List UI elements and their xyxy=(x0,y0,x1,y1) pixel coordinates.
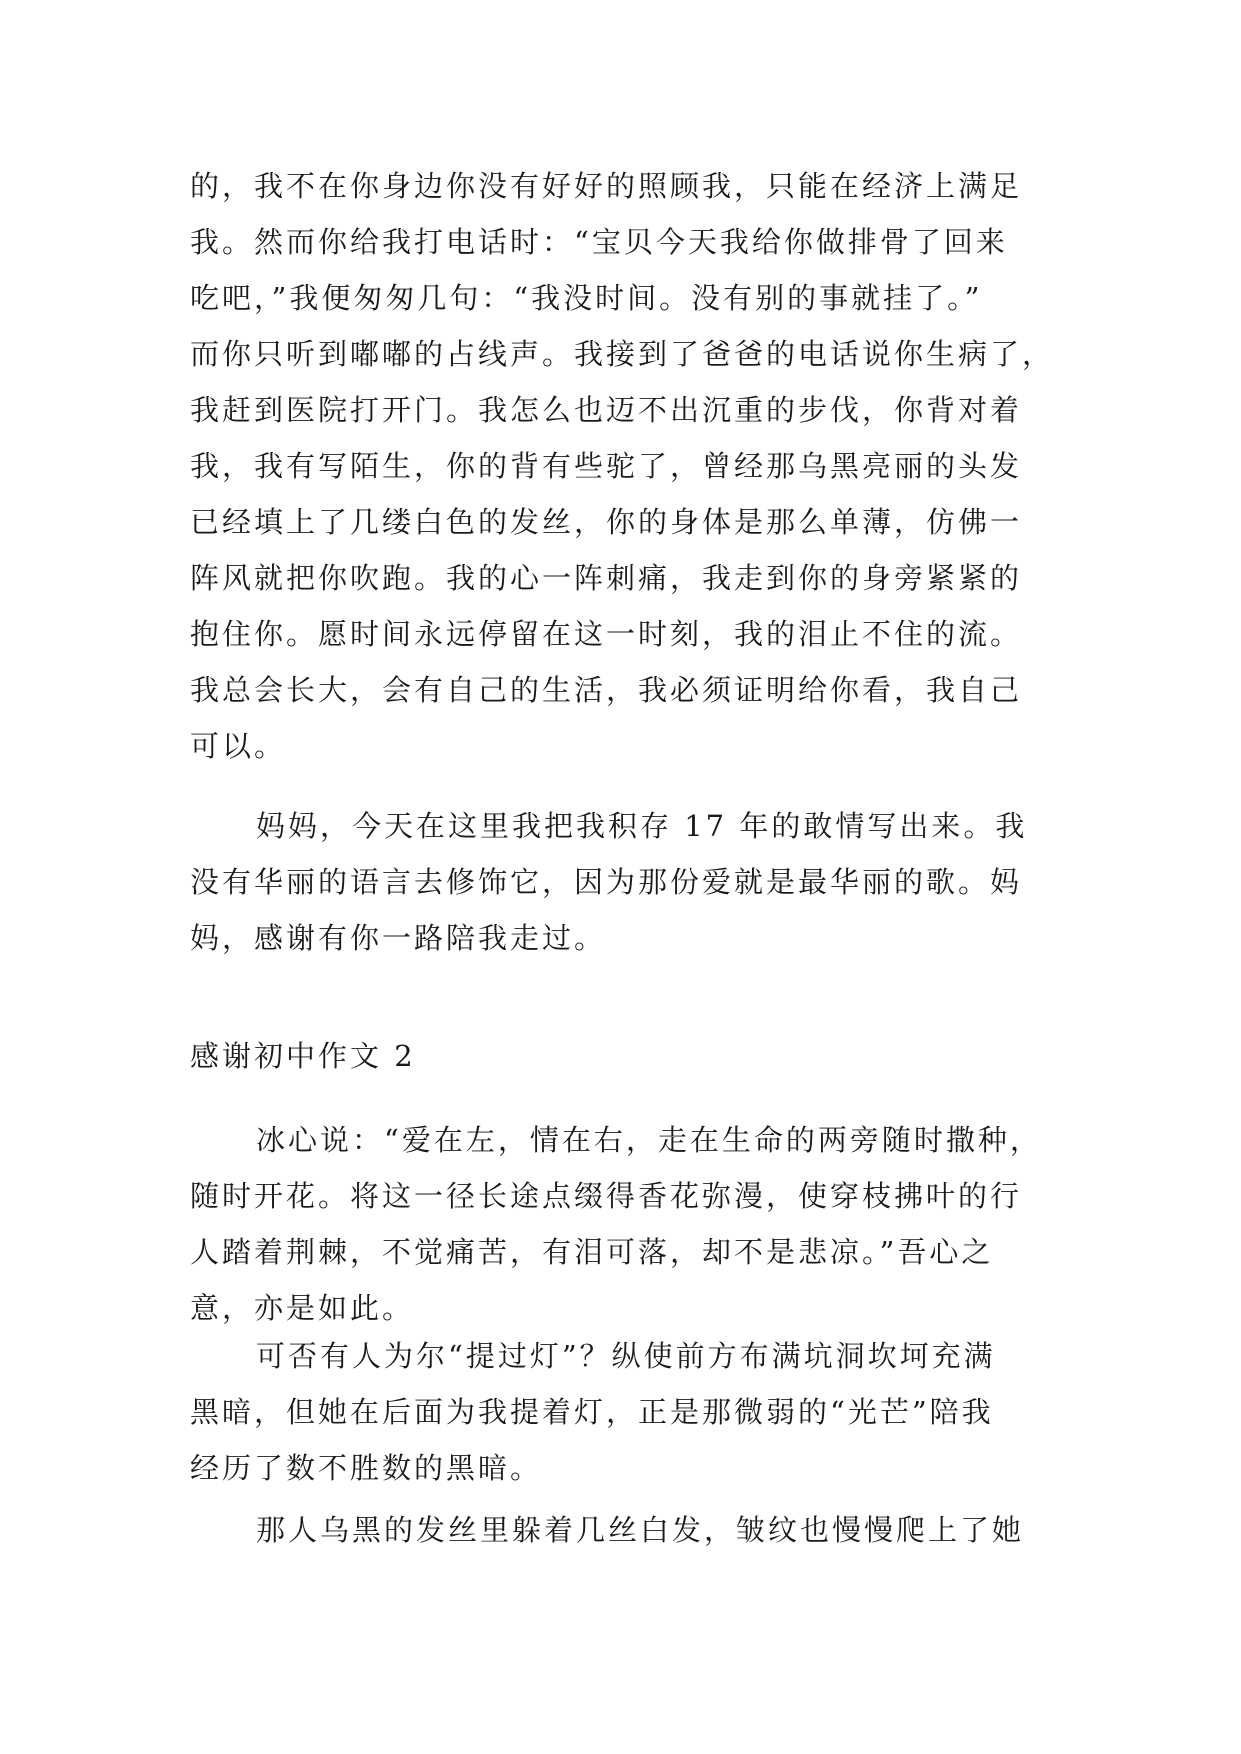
paragraph-line: 的，我不在你身边你没有好好的照顾我，只能在经济上满足 xyxy=(190,169,1023,203)
paragraph-line: 已经填上了几缕白色的发丝，你的身体是那么单薄，仿佛一 xyxy=(190,505,1023,539)
paragraph-line: 妈，感谢有你一路陪我走过。 xyxy=(190,921,607,955)
paragraph-line: 冰心说：“爱在左，情在右，走在生命的两旁随时撒种， xyxy=(256,1123,1042,1157)
paragraph-line: 没有华丽的语言去修饰它，因为那份爱就是最华丽的歌。妈 xyxy=(190,865,1023,899)
paragraph-2 xyxy=(190,798,1070,966)
paragraph-line: 我总会长大，会有自己的生活，我必须证明给你看，我自己 xyxy=(190,673,1023,707)
paragraph-line: 妈妈，今天在这里我把我积存 17 年的敢情写出来。我 xyxy=(256,809,1028,843)
paragraph-line: 意，亦是如此。 xyxy=(190,1291,415,1325)
paragraph-line: 我赶到医院打开门。我怎么也迈不出沉重的步伐，你背对着 xyxy=(190,393,1023,427)
paragraph-line: 我，我有写陌生，你的背有些驼了，曾经那乌黑亮丽的头发 xyxy=(190,449,1023,483)
paragraph-line: 可以。 xyxy=(190,729,287,763)
paragraph-line: 黑暗，但她在后面为我提着灯，正是那微弱的“光芒”陪我 xyxy=(190,1395,994,1429)
paragraph-4 xyxy=(190,1328,1070,1496)
paragraph-line: 我。然而你给我打电话时：“宝贝今天我给你做排骨了回来 xyxy=(190,225,1008,259)
paragraph-line: 随时开花。将这一径长途点缀得香花弥漫，使穿枝拂叶的行 xyxy=(190,1179,1023,1213)
paragraph-line: 阵风就把你吹跑。我的心一阵刺痛，我走到你的身旁紧紧的 xyxy=(190,561,1023,595)
paragraph-line: 那人乌黑的发丝里躲着几丝白发，皱纹也慢慢爬上了她 xyxy=(256,1513,1025,1547)
paragraph-line: 可否有人为尔“提过灯”？纵使前方布满坑洞坎坷充满 xyxy=(256,1339,996,1373)
paragraph-5 xyxy=(190,1502,1070,1558)
paragraph-1 xyxy=(190,158,1070,774)
paragraph-line: 经历了数不胜数的黑暗。 xyxy=(190,1451,543,1485)
section-heading: 感谢初中作文 2 xyxy=(190,1039,416,1073)
paragraph-line: 吃吧，”我便匆匆几句：“我没时间。没有别的事就挂了。” xyxy=(190,281,983,315)
paragraph-line: 抱住你。愿时间永远停留在这一时刻，我的泪止不住的流。 xyxy=(190,617,1023,651)
paragraph-3 xyxy=(190,1112,1070,1336)
paragraph-line: 而你只听到嘟嘟的占线声。我接到了爸爸的电话说你生病了， xyxy=(190,337,1055,371)
paragraph-line: 人踏着荆棘，不觉痛苦，有泪可落，却不是悲凉。”吾心之 xyxy=(190,1235,994,1269)
